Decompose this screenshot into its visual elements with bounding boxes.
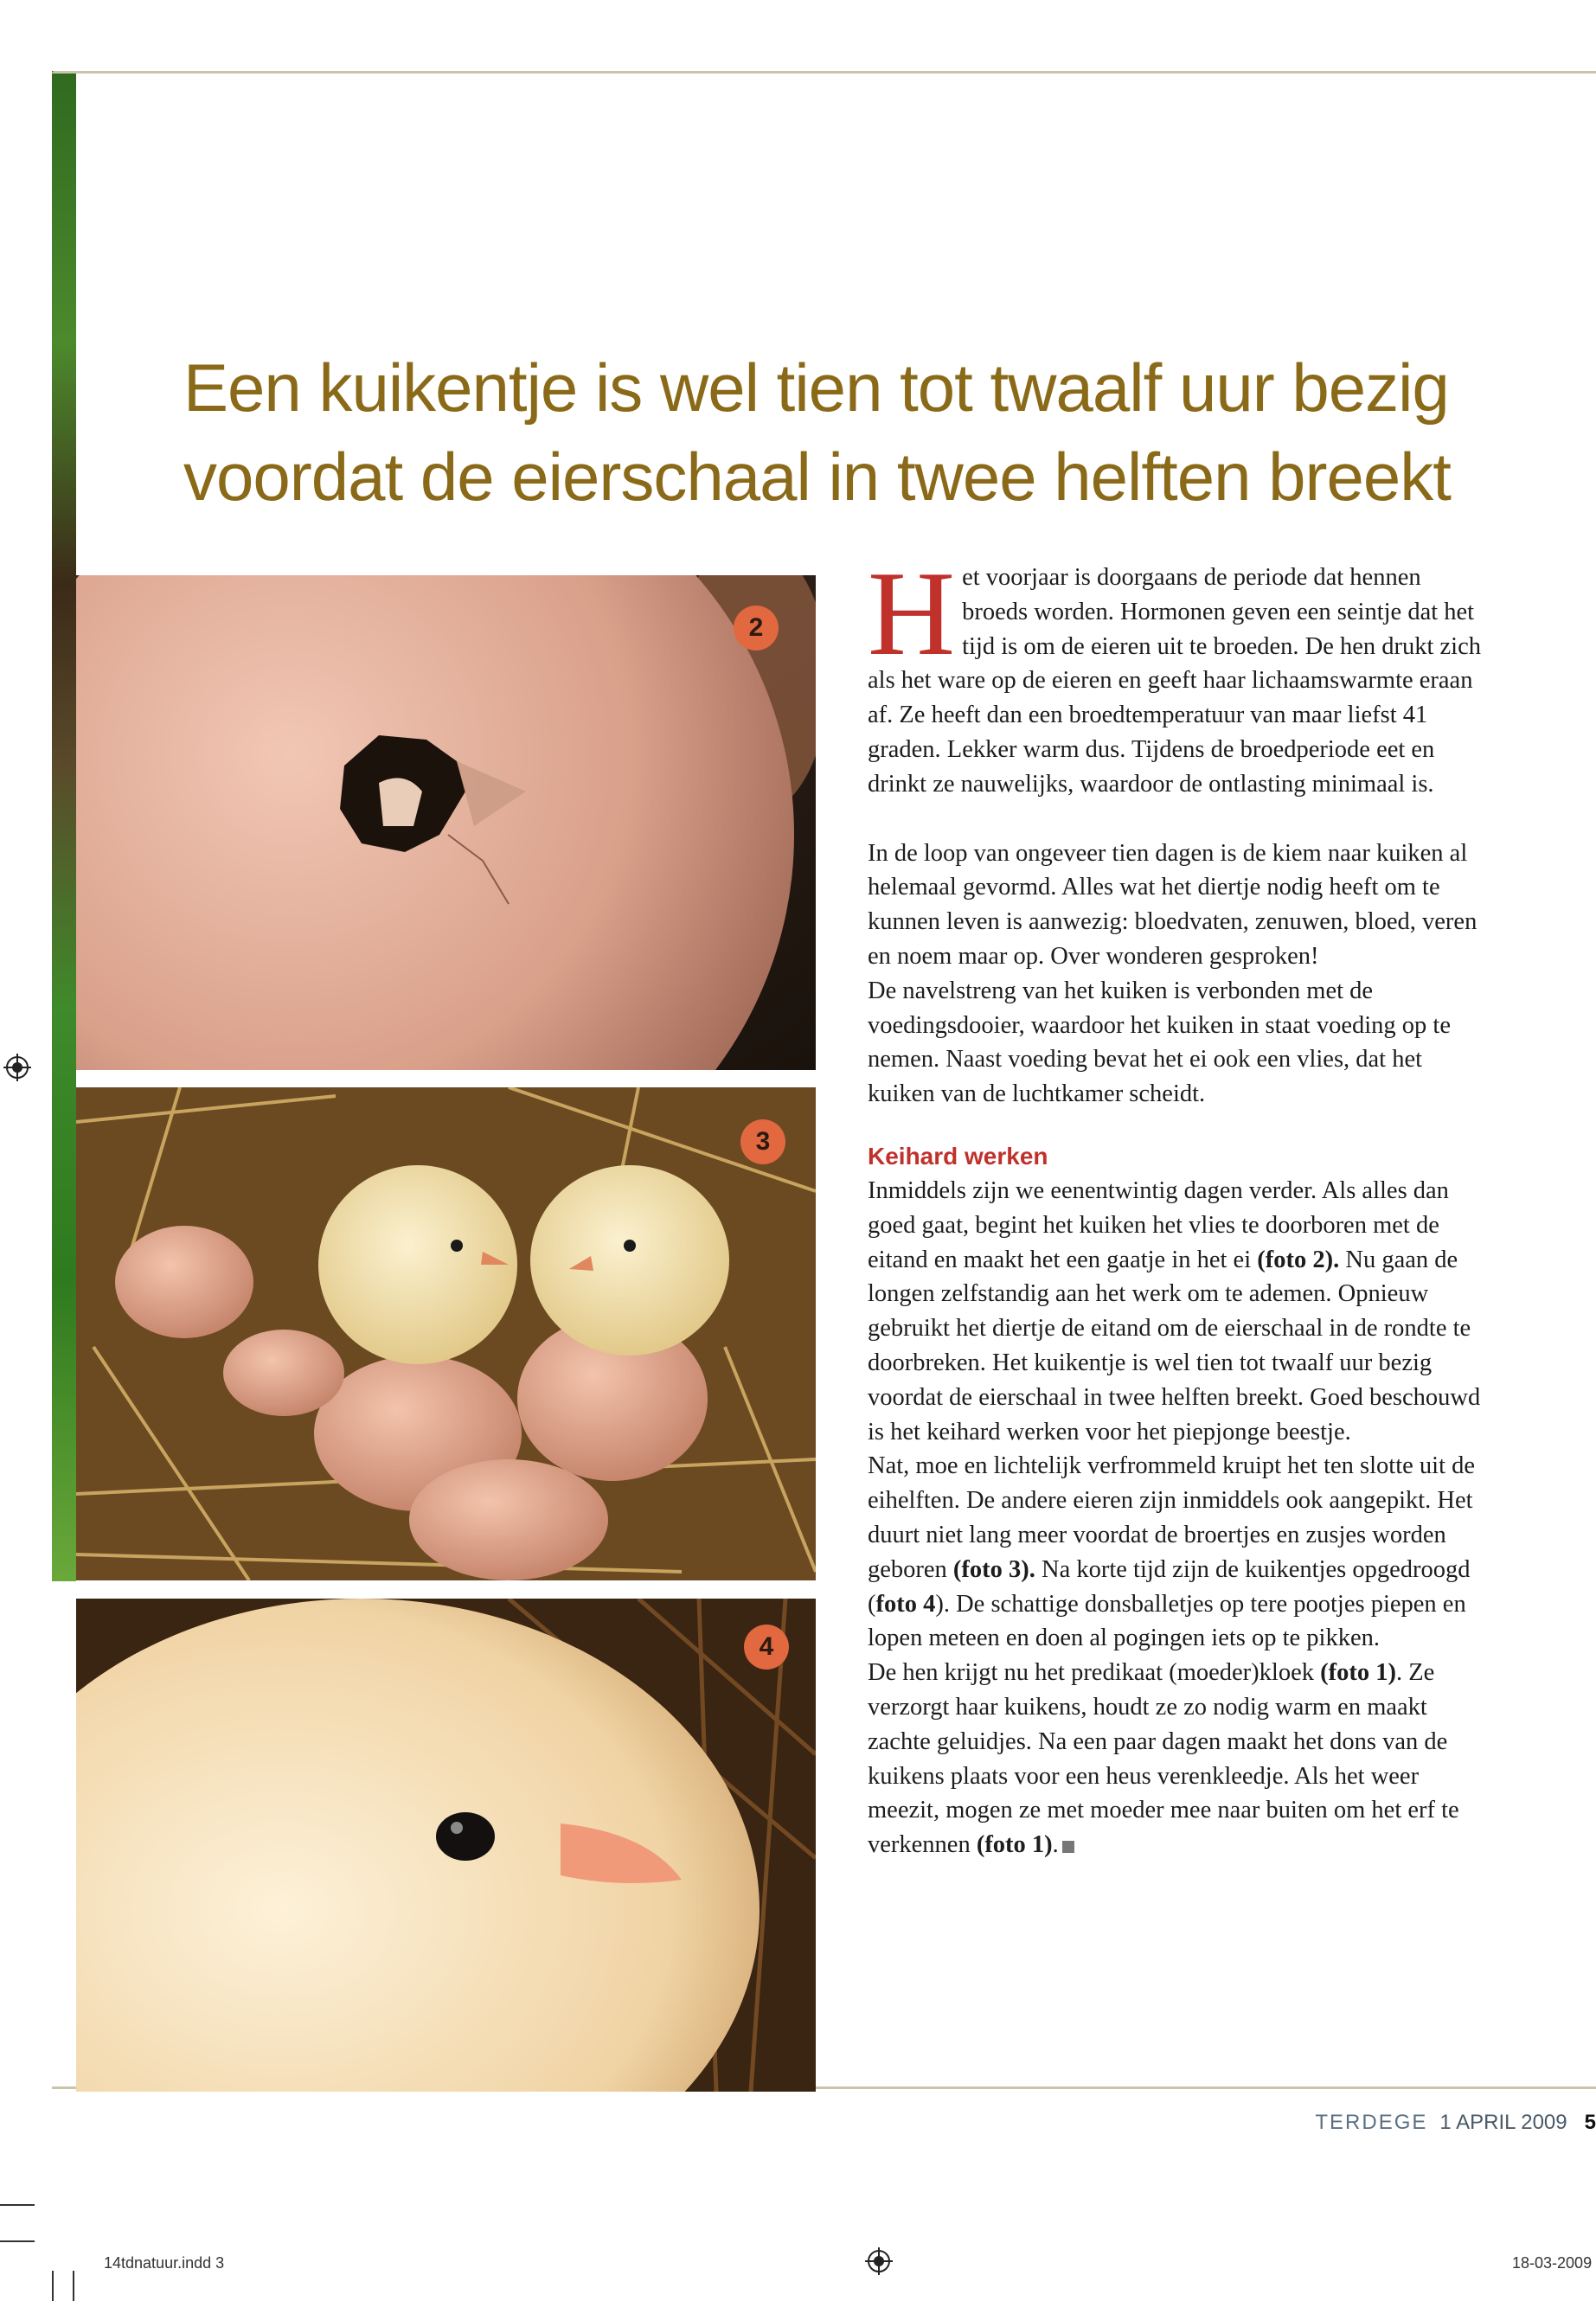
chicks-in-nest-illustration (76, 1087, 816, 1580)
photo-number-badge-3: 3 (740, 1119, 785, 1164)
paragraph-3: De navelstreng van het kuiken is verbonden met de voedingsdooier, waardoor het kuiken in staat voeding op te nemen. Naast voeding bevat het ei ook een vlies, dat het kuiken van de luchtkamer scheidt. (868, 977, 1451, 1108)
photo-chick-closeup (76, 1599, 816, 2092)
headline (183, 343, 1533, 522)
headline-line-2: voordat de eierschaal in twee helften breekt (183, 439, 1451, 516)
photo-reference: (foto 1) (976, 1831, 1053, 1859)
photo-reference: (foto 2). (1257, 1246, 1340, 1273)
slug-date: 18-03-2009 (1512, 2254, 1593, 2272)
registration-mark-icon (3, 1054, 31, 1081)
chick-closeup-illustration (76, 1599, 816, 2092)
frame-top-rule (52, 71, 1596, 74)
paragraph-6-text-b: . Ze verzorgt haar kuikens, houdt ze zo nodig warm en maakt zachte geluidjes. Na een paar dagen maakt het dons van de kuikens plaats voor een heus verenkleedje. Als het weer meezit, mogen ze met moeder mee naar buiten om het erf te verkennen (868, 1659, 1459, 1859)
photo-reference: (foto 1) (1320, 1659, 1396, 1687)
photo-reference: foto 4 (875, 1590, 936, 1618)
paragraph-4-text-b: Nu gaan de longen zelfstandig aan het werk om te ademen. Opnieuw gebruikt het diertje de eitand om de eierschaal in de rondte te doorbreken. Het kuikentje is wel tien tot twaalf uur bezig voordat de eierschaal in twee helften breekt. Goed beschouwd is het keihard werken voor het piepjonge beestje. (868, 1246, 1481, 1445)
paragraph-4-text-a: Inmiddels zijn we eenentwintig dagen verder. Als alles dan goed gaat, begint het kuiken het vlies te doorboren met de eitand en maakt het een gaatje in het ei (868, 1176, 1449, 1273)
headline-line-1: Een kuikentje is wel tien tot twaalf uur bezig (183, 349, 1449, 426)
paragraph-2: In de loop van ongeveer tien dagen is de kiem naar kuiken al helemaal gevormd. Alles wat het diertje nodig heeft om te kunnen leven is aanwezig: bloedvaten, zenuwen, bloed, veren en noem maar op. Over wonderen gesproken! (868, 839, 1477, 970)
registration-mark-icon (865, 2247, 893, 2275)
paragraph-5-text-c: ). De schattige donsballetjes op tere pootjes piepen en lopen meteen en doen al pogingen iets op te pikken. (868, 1590, 1466, 1652)
photo-reference: (foto 3). (952, 1555, 1035, 1583)
publication-name: TERDEGE (1315, 2111, 1428, 2134)
photo-number-badge-2: 2 (734, 606, 779, 651)
photo-number-badge-4: 4 (744, 1625, 789, 1670)
photo-chicks-in-nest (76, 1087, 816, 1580)
article-body (868, 547, 1486, 1862)
crop-mark (52, 2271, 54, 2301)
subheading: Keihard werken (868, 1142, 1048, 1170)
paragraph-6 (868, 1656, 1486, 1862)
crop-mark (0, 2204, 35, 2206)
drop-cap: H (868, 547, 956, 681)
pipped-egg-illustration (76, 575, 816, 1070)
issue-date: 1 APRIL 2009 (1439, 2111, 1567, 2134)
photo-pipped-egg (76, 575, 816, 1070)
page-number: 5 (1584, 2111, 1596, 2134)
paragraph-5-text-b: Na korte tijd zijn de kuikentjes opgedroogd ( (868, 1555, 1471, 1618)
paragraph-6-text-c: . (1052, 1831, 1059, 1859)
crop-mark (73, 2271, 74, 2301)
page-footer (1315, 2111, 1596, 2145)
paragraph-1 (868, 547, 1486, 802)
crop-mark (0, 2240, 35, 2242)
green-bleed-strip (52, 71, 76, 1581)
paragraph-1-text: et voorjaar is doorgaans de periode dat hennen broeds worden. Hormonen geven een seintje dat het tijd is om de eieren uit te broeden. De hen drukt zich als het ware op de eieren en geeft haar lichaamswarmte eraan af. Ze heeft dan een broedtemperatuur van maar liefst 41 graden. Lekker warm dus. Tijdens de broedperiode eet en drinkt ze nauwelijks, waardoor de ontlasting minimaal is. (868, 564, 1482, 798)
paragraph-4 (868, 1174, 1486, 1449)
paragraph-6-text-a: De hen krijgt nu het predikaat (moeder)kloek (868, 1659, 1321, 1687)
paragraph-5-text-a: Nat, moe en lichtelijk verfrommeld kruipt het ten slotte uit de eihelften. De andere eieren zijn inmiddels ook aangepikt. Het duurt niet lang meer voordat de broertjes en zusjes worden geboren (868, 1452, 1476, 1583)
slug-filename: 14tdnatuur.indd 3 (104, 2254, 225, 2272)
paragraph-5 (868, 1449, 1486, 1656)
end-of-article-mark (1062, 1841, 1074, 1853)
